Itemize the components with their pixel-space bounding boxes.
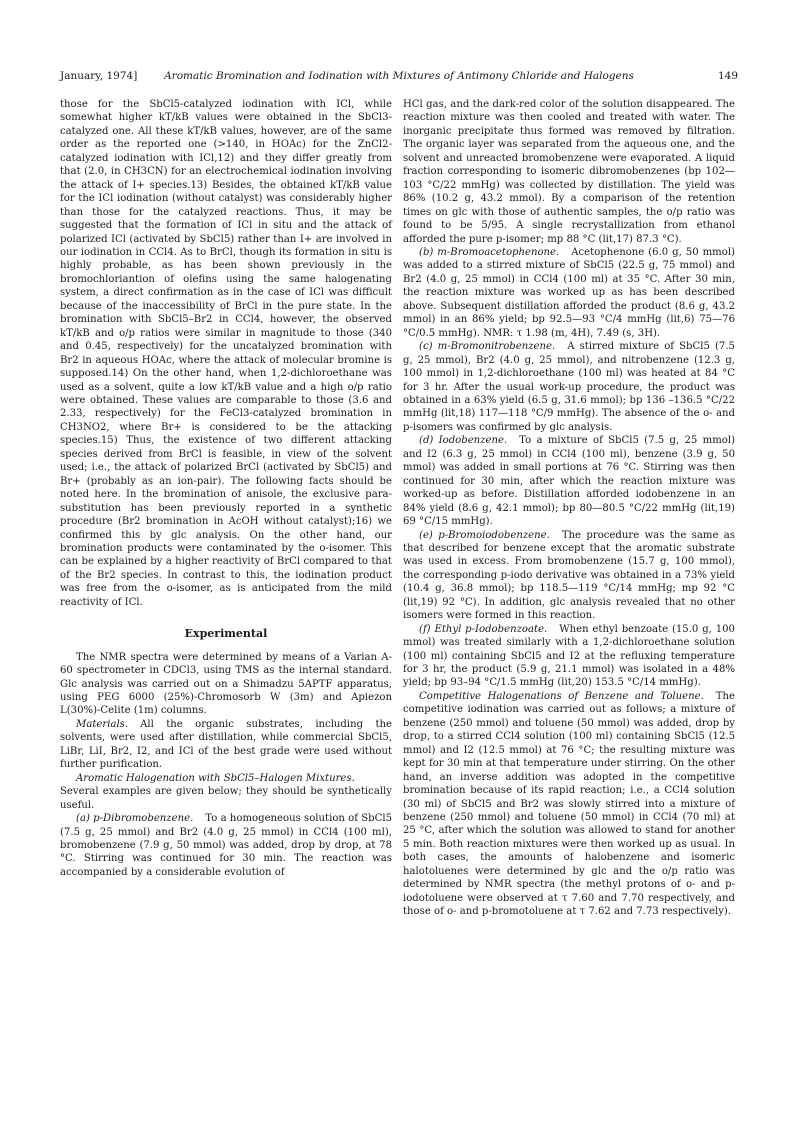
page-number: 149 [717, 70, 738, 82]
bromoiodobenzene-paragraph [403, 529, 735, 623]
dibromobenzene-heading: (a) p-Dibromobenzene. [76, 813, 194, 825]
iodobenzoate-heading: (f) Ethyl p-Iodobenzoate. [419, 623, 548, 635]
dibromobenzene-paragraph [60, 812, 392, 879]
discussion-paragraph: those for the SbCl5-catalyzed iodination with ICl, while somewhat higher kT/kB values were obtained in the SbCl3-catalyzed one. All these kT/kB values, however, are of the same order as the reported one (>140, in HOAc) for the ZnCl2-catalyzed iodination with ICl,12) and they differ greatly from that (2.0, in CH3CN) for an electrochemical iodination involving the attack of I+ species.13) Besides, the obtained kT/kB value for the ICl iodination (without catalyst) was considerably higher than those for the catalyzed reactions. Thus, it may be suggested that the formation of ICl in situ and the attack of polarized ICl (activated by SbCl5) rather than I+ are involved in our iodination in CCl4. As to BrCl, though its formation in situ is highly probable, as has been shown previously in the bromochloriantion of olefins using the same halogenating system, a direct confirmation as in the case of ICl was difficult because of the inaccessibility of BrCl in the pure state. In the bromination with SbCl5–Br2 in CCl4, however, the observed kT/kB and o/p ratios were similar in magnitude to those (340 and 0.45, respectively) for the uncatalyzed bromination with Br2 in aqueous HOAc, where the attack of molecular bromine is supposed.14) On the other hand, when 1,2-dichloroethane was used as a solvent, quite a low kT/kB value and a high o/p ratio were obtained. These values are comparable to those (3.6 and 2.33, respectively) for the FeCl3-catalyzed bromination in CH3NO2, where Br+ is considered to be the attacking species.15) Thus, the existence of two different attacking species derived from BrCl is feasible, in view of the solvent used; i.e., the attack of polarized BrCl (activated by SbCl5) and Br+ (probably as an ion-pair). The following facts should be noted here. In the bromination of anisole, the exclusive para-substitution has been previously reported in a synthetic procedure (Br2 bromination in AcOH without catalyst);16) we confirmed this by glc analysis. On the other hand, our bromination products were contaminated by the o-isomer. This can be explained by a higher reactivity of BrCl compared to that of the Br2 species. In contrast to this, the iodination product was free from the o-isomer, as is anticipated from the mild reactivity of ICl. [60, 99, 392, 608]
bromonitrobenzene-text: A stirred mixture of SbCl5 (7.5 g, 25 mmol), Br2 (4.0 g, 25 mmol), and nitrobenzene (12.3 g, 100 mmol) in 1,2-dichloroethane (100 ml) was heated at 84 °C for 3 hr. After the usual work-up procedure, the product was obtained in a 63% yield (6.5 g, 31.6 mmol); bp 136 –136.5 °C/22 mmHg (lit,18) 117—118 °C/9 mmHg). The absence of the o- and p-isomers was confirmed by glc analysis. [403, 341, 735, 433]
section-heading: Experimental [184, 627, 268, 641]
iodobenzene-paragraph [403, 434, 735, 528]
right-column [403, 98, 735, 919]
materials-paragraph [60, 718, 392, 772]
left-column [60, 98, 392, 879]
examples-paragraph: Several examples are given below; they should be synthetically useful. [60, 786, 392, 811]
bromonitrobenzene-paragraph [403, 340, 735, 434]
materials-text: All the organic substrates, including the solvents, were used after distillation, while commercial SbCl5, LiBr, LiI, Br2, I2, and ICl of the best grade were used without further purification. [60, 718, 392, 771]
bromoiodobenzene-heading: (e) p-Bromoiodobenzene. [419, 529, 550, 541]
page-header [60, 70, 738, 88]
halogenation-heading-paragraph [60, 772, 392, 785]
bromoacetophenone-text: Acetophenone (6.0 g, 50 mmol) was added to a stirred mixture of SbCl5 (22.5 g, 75 mmol) and Br2 (4.0 g, 25 mmol) in CCl4 (100 ml) at 35 °C. After 30 min, the reaction mixture was worked up as has been described above. Subsequent distillation afforded the product (8.6 g, 43.2 mmol) in an 86% yield; bp 92.5—93 °C/4 mmHg (lit,6) 75—76 °C/0.5 mmHg). NMR: τ 1.98 (m, 4H), 7.49 (s, 3H). [403, 246, 735, 339]
competitive-text: The competitive iodination was carried out as follows; a mixture of benzene (250 mmol) and toluene (50 mmol) was added, drop by drop, to a stirred CCl4 solution (100 ml) containing SbCl5 (12.5 mmol) and I2 (12.5 mmol) at 76 °C; the resulting mixture was kept for 30 min at that temperature under stirring. On the other hand, an inverse addition was adopted in the competitive bromination because of its rapid reaction; i.e., a CCl4 solution (30 ml) of SbCl5 and Br2 was slowly stirred into a mixture of benzene (250 mmol) and toluene (50 mmol) in CCl4 (70 ml) at 25 °C, after which the solution was allowed to stand for another 5 min. Both reaction mixtures were then worked up as usual. In both cases, the amounts of halobenzene and isomeric halotoluenes were determined by glc and the o/p ratio was determined by NMR spectra (the methyl protons of o- and p-iodotoluene were observed at τ 7.60 and 7.70 respectively, and those of o- and p-bromotoluene at τ 7.62 and 7.73 respectively). [403, 690, 735, 918]
bromoiodobenzene-text: The procedure was the same as that described for benzene except that the aromatic substrate was used in excess. From bromobenzene (15.7 g, 100 mmol), the corresponding p-iodo derivative was obtained in a 73% yield (10.4 g, 36.8 mmol); bp 118.5—119 °C/14 mmHg; mp 92 °C (lit,19) 92 °C). In addition, glc analysis revealed that no other isomers were formed in this reaction. [403, 529, 735, 622]
competitive-paragraph [403, 690, 735, 919]
iodobenzoate-paragraph [403, 623, 735, 690]
journal-date: January, 1974] [60, 70, 138, 82]
bromoacetophenone-heading: (b) m-Bromoacetophenone. [419, 246, 560, 258]
iodobenzoate-text: When ethyl benzoate (15.0 g, 100 mmol) was treated similarly with a 1,2-dichloroethane solution (100 ml) containing SbCl5 and I2 at the refluxing temperature for 3 hr, the product (5.9 g, 21.1 mmol) was isolated in a 48% yield; bp 93–94 °C/1.5 mmHg (lit,20) 153.5 °C/14 mmHg). [403, 623, 735, 689]
materials-heading: Materials. [76, 718, 129, 730]
continued-paragraph: HCl gas, and the dark-red color of the solution disappeared. The reaction mixture was then cooled and treated with water. The inorganic precipitate thus formed was removed by filtration. The organic layer was separated from the aqueous one, and the solvent and unreacted bromobenzene were evaporated. A liquid fraction corresponding to isomeric dibromobenzenes (bp 102—103 °C/22 mmHg) was collected by distillation. The yield was 86% (10.2 g, 43.2 mmol). By a comparison of the retention times on glc with those of authentic samples, the o/p ratio was found to be 5/95. A single recrystallization from ethanol afforded the pure p-isomer; mp 88 °C (lit,17) 87.3 °C). [403, 99, 735, 245]
iodobenzene-text: To a mixture of SbCl5 (7.5 g, 25 mmol) and I2 (6.3 g, 25 mmol) in CCl4 (100 ml), benzene (3.9 g, 50 mmol) was added in small portions at 76 °C. Stirring was then continued for 30 min, after which the reaction mixture was worked-up as before. Distillation afforded iodobenzene in an 84% yield (8.6 g, 42.1 mmol); bp 80—80.5 °C/22 mmHg (lit,19) 69 °C/15 mmHg). [403, 435, 736, 528]
running-title: Aromatic Bromination and Iodination with Mixtures of Antimony Chloride and Halogens [164, 70, 634, 82]
nmr-paragraph: The NMR spectra were determined by means of a Varian A-60 spectrometer in CDCl3, using TMS as the internal standard. Glc analysis was carried out on a Shimadzu 5APTF apparatus, using PEG 6000 (25%)-Chromosorb W (3m) and Apiezon L(30%)-Celite (1m) columns. [60, 651, 392, 717]
competitive-heading: Competitive Halogenations of Benzene and Toluene. [419, 690, 704, 702]
bromonitrobenzene-heading: (c) m-Bromonitrobenzene. [419, 341, 556, 353]
halogenation-heading: Aromatic Halogenation with SbCl5–Halogen Mixtures. [76, 772, 355, 784]
iodobenzene-heading: (d) Iodobenzene. [419, 435, 508, 447]
bromoacetophenone-paragraph [403, 246, 735, 340]
dibromobenzene-text: To a homogeneous solution of SbCl5 (7.5 g, 25 mmol) and Br2 (4.0 g, 25 mmol) in CCl4 (100 ml), bromobenzene (7.9 g, 50 mmol) was added, drop by drop, at 78 °C. Stirring was continued for 30 min. The reaction was accompanied by a considerable evolution of [60, 813, 393, 878]
